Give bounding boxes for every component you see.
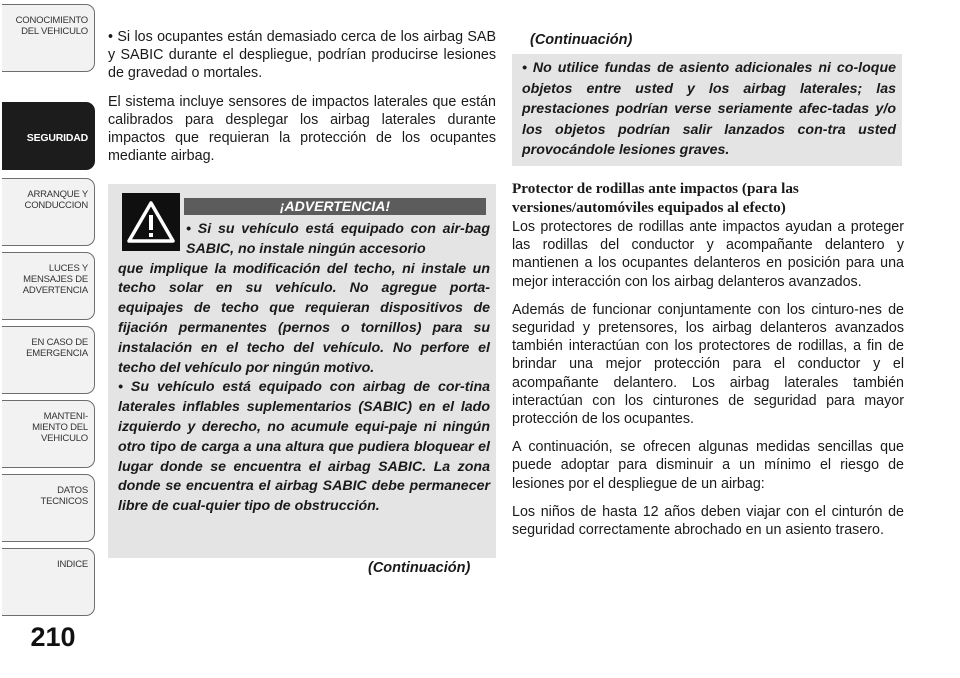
warning-text xyxy=(118,220,490,517)
tab-conocimiento[interactable]: CONOCIMIENTO DEL VEHICULO xyxy=(2,4,95,72)
left-paragraph-1: • Si los ocupantes están demasiado cerca de los airbag SAB y SABIC durante el despliegue, podrían producirse lesiones de gravedad o mortales. xyxy=(108,29,496,82)
tab-mantenimiento[interactable]: MANTENI- MIENTO DEL VEHICULO xyxy=(2,400,95,468)
tab-indice[interactable]: INDICE xyxy=(2,548,95,616)
warning-item-1-start: • Si su vehículo está equipado con air-bag SABIC, no instale ningún accesorio xyxy=(186,221,490,257)
tab-arranque[interactable]: ARRANQUE Y CONDUCCION xyxy=(2,178,95,246)
section-heading: Protector de rodillas ante impactos (para las versiones/automóviles equipados al efecto) xyxy=(512,180,799,216)
warning-item-1-rest: que implique la modificación del techo, ni instale un techo solar en su vehículo. No agregue porta-equipajes de techo que requieran dispositivos de fijación permanentes (pernos o tornillos) para su instalación en el techo del vehículo. No perfore el techo del vehículo por ningún motivo. xyxy=(118,260,490,376)
chapter-sidebar xyxy=(0,0,100,678)
tab-emergencia[interactable]: EN CASO DE EMERGENCIA xyxy=(2,326,95,394)
right-paragraph-4: Los niños de hasta 12 años deben viajar con el cinturón de seguridad correctamente abrochado en un asiento trasero. xyxy=(512,503,904,539)
notice-text: • No utilice fundas de asiento adicionales ni co-loque objetos entre usted y los airbag laterales; las prestaciones podrían verse seriamente afec-tadas y/o los objetos podrían salir lanzados con-tra usted provocándole lesiones graves. xyxy=(522,60,896,158)
warning-item-2: • Su vehículo está equipado con airbag de cor-tina laterales inflables suplementarios (SABIC) en el lado izquierdo y derecho, no acumule equi-paje ni ningún otro tipo de carga a una altura que pudiera bloquear el lugar donde se encuentra el airbag SABIC. La zona donde se encuentra el airbag SABIC debe permanecer libre de cual-quier tipo de obstrucción. xyxy=(118,379,490,515)
tab-seguridad[interactable]: SEGURIDAD xyxy=(2,102,95,170)
continuation-left: (Continuación) xyxy=(368,560,471,576)
continuation-right: (Continuación) xyxy=(530,32,633,48)
warning-title: ¡ADVERTENCIA! xyxy=(184,198,486,215)
page-number: 210 xyxy=(30,622,76,652)
left-paragraph-2: El sistema incluye sensores de impactos laterales que están calibrados para desplegar los airbag laterales durante impactos que requieran la protección de los ocupantes mediante airbag. xyxy=(108,93,496,165)
right-paragraph-2: Además de funcionar conjuntamente con los cinturo-nes de seguridad y pretensores, los airbag delanteros avanzados también interactúan con los protectores de rodillas, a fin de brindar una mejor protección para el conductor y el acompañante delantero. Los airbag laterales también interactúan con los cinturones de seguridad para mayor protección de los ocupantes. xyxy=(512,301,904,428)
right-paragraph-3: A continuación, se ofrecen algunas medidas sencillas que puede adoptar para disminuir a un mínimo el riesgo de lesiones por el despliegue de un airbag: xyxy=(512,439,904,492)
right-body xyxy=(512,218,904,549)
left-column xyxy=(108,28,496,175)
tab-datos[interactable]: DATOS TECNICOS xyxy=(2,474,95,542)
tab-luces[interactable]: LUCES Y MENSAJES DE ADVERTENCIA xyxy=(2,252,95,320)
right-paragraph-1: Los protectores de rodillas ante impactos ayudan a proteger las rodillas del conductor y acompañante delantero y mantienen a los ocupantes delanteros en posición para una mejor interacción con los airbag delanteros avanzados. xyxy=(512,219,904,290)
